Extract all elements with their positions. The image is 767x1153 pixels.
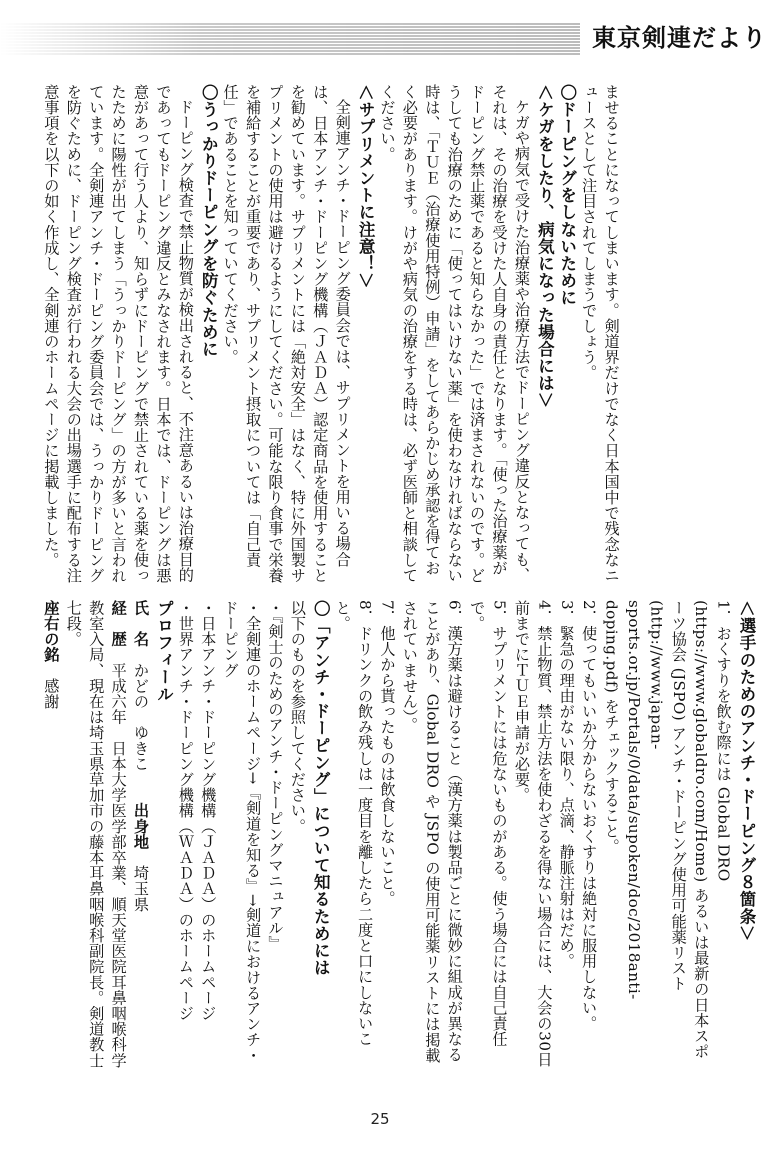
- list-item: 1．おくすりを飲む際には Global DRO (https://www.globaldro.com/Home) あるいは最新の日本スポーツ協会 (JSPO) アンチ・ドーピング使用可能薬リスト (http://www.japan-sports.or.jp/Portals/0/data/supoken/doc/2018anti-doping.pdf) をチェックすること。: [602, 600, 733, 1060]
- profile-name-row: [130, 600, 152, 1070]
- birthplace-value: 埼玉県: [132, 865, 151, 913]
- upper-article-section: [40, 84, 710, 584]
- reference-item: ・世界アンチ・ドーピング機構（ＷＡＤＡ）のホームページ: [176, 600, 195, 1022]
- career-label: 経 歴: [109, 600, 128, 647]
- list-item: 7．他人から貰ったものは飲食しないこと。: [378, 600, 397, 907]
- list-item: 8．ドリンクの飲み残しは一度目を離したら二度と口にしないこと。: [333, 600, 375, 1047]
- list-item: 2．使ってもいいか分からないおくすりは絶対に服用しない。: [580, 600, 599, 1032]
- section-heading-prevent-doping: 〇ドーピングをしないために: [557, 84, 577, 307]
- profile-heading: プロフィール: [154, 600, 174, 703]
- page-number: 25: [370, 1110, 390, 1128]
- career-value: 平成六年 日本大学医学部卒業、順天堂医院耳鼻咽喉科学教室入局、現在は埼玉県草加市の藤本耳鼻咽喉科副院長。剣道教士七段。: [64, 600, 128, 1069]
- profile-motto-row: [40, 600, 62, 1070]
- birthplace-label: 出身地: [132, 802, 151, 850]
- motto-value: 感謝: [42, 678, 61, 710]
- header-stripe-decoration: [0, 22, 580, 56]
- reference-item: ・全剣連のホームページ→『剣道を知る』→剣道におけるアンチ・ドーピング: [221, 600, 263, 1064]
- name-label: 氏 名: [132, 600, 151, 647]
- subheading-injury-illness: ＜ケガをしたり、病気になった場合には＞: [535, 84, 555, 409]
- section-heading-learn-more: 〇「アンチ・ドーピング」について知るためには: [311, 600, 331, 977]
- profile-career-row: [62, 600, 129, 1070]
- section-heading-accidental-doping: 〇うっかりドーピングを防ぐために: [199, 84, 219, 358]
- continued-paragraph: ませることになってしまいます。剣道界だけでなく日本国中で残念なニュースとして注目されてしまうでしょう。: [580, 84, 621, 584]
- lower-article-section: [40, 600, 756, 1070]
- name-value: かどの ゆきこ: [132, 662, 151, 772]
- list-item: 4．禁止物質、禁止方法を使わざるを得ない場合には、大会の30日前までにＴＵＥ申請が必要。: [512, 600, 554, 1067]
- reference-item: ・『剣士のためのアンチ・ドーピングマニュアル』: [266, 600, 285, 952]
- list-item: 6．漢方薬は避けること（漢方薬は製品ごとに微妙に組成が異なることがあり、Global DRO や JSPO の使用可能薬リストには掲載されていません）。: [400, 600, 464, 1064]
- subheading-eight-rules: ＜選手のためのアンチ・ドーピング８箇条＞: [737, 600, 756, 942]
- paragraph-accidental-doping: ドーピング検査で禁止物質が検出されると、不注意あるいは治療目的であってもドーピング違反とみなされます。日本では、ドーピングは悪意があって行う人より、知らずにドーピングで禁止されている薬を使ったために陽性が出てしまう「うっかりドーピング」の方が多いと言われています。全剣連アンチ・ドーピング委員会では、うっかりドーピングを防ぐために、ドーピング検査が行われる大会の出場選手に配布する注意事項を以下の如く作成し、全剣連のホームページに掲載しました。: [42, 84, 195, 584]
- masthead-title: 東京剣連だより: [592, 24, 767, 52]
- motto-label: 座右の銘: [42, 600, 61, 663]
- list-item: 5．サプリメントには危ないものがある。使う場合には自己責任で。: [468, 600, 509, 1047]
- paragraph-supplements: 全剣連アンチ・ドーピング委員会では、サプリメントを用いる場合は、日本アンチ・ドーピング機構（ＪＡＤＡ）認定商品を使用することを勧めています。サプリメントには「絶対安全」はなく、特に外国製サプリメントの使用は避けるようにしてください。可能な限り食事で栄養を補給することが重要であり、サプリメント摂取については「自己責任」であることを知っていてください。: [221, 84, 352, 584]
- reference-item: ・日本アンチ・ドーピング機構（ＪＡＤＡ）のホームページ: [199, 600, 218, 1022]
- reference-intro: 以下のものを参照してください。: [288, 600, 307, 834]
- paragraph-injury-illness: ケガや病気で受けた治療薬や治療方法でドーピング違反となっても、それは、その治療を受けた人自身の責任となります。「使った治療薬がドーピング禁止薬であると知らなかった」では済まされないのです。どうしても治療のために「使ってはいけない薬」を使わなければならない時は、「ＴＵＥ（治療使用特例）申請」をしてあらかじめ承認を得ておく必要があります。けがや病気の治療をする時は、必ず医師と相談してください。: [378, 84, 531, 584]
- subheading-supplements: ＜サプリメントに注意！＞: [356, 84, 376, 290]
- list-item: 3．緊急の理由がない限り、点滴、静脈注射はだめ。: [557, 600, 576, 969]
